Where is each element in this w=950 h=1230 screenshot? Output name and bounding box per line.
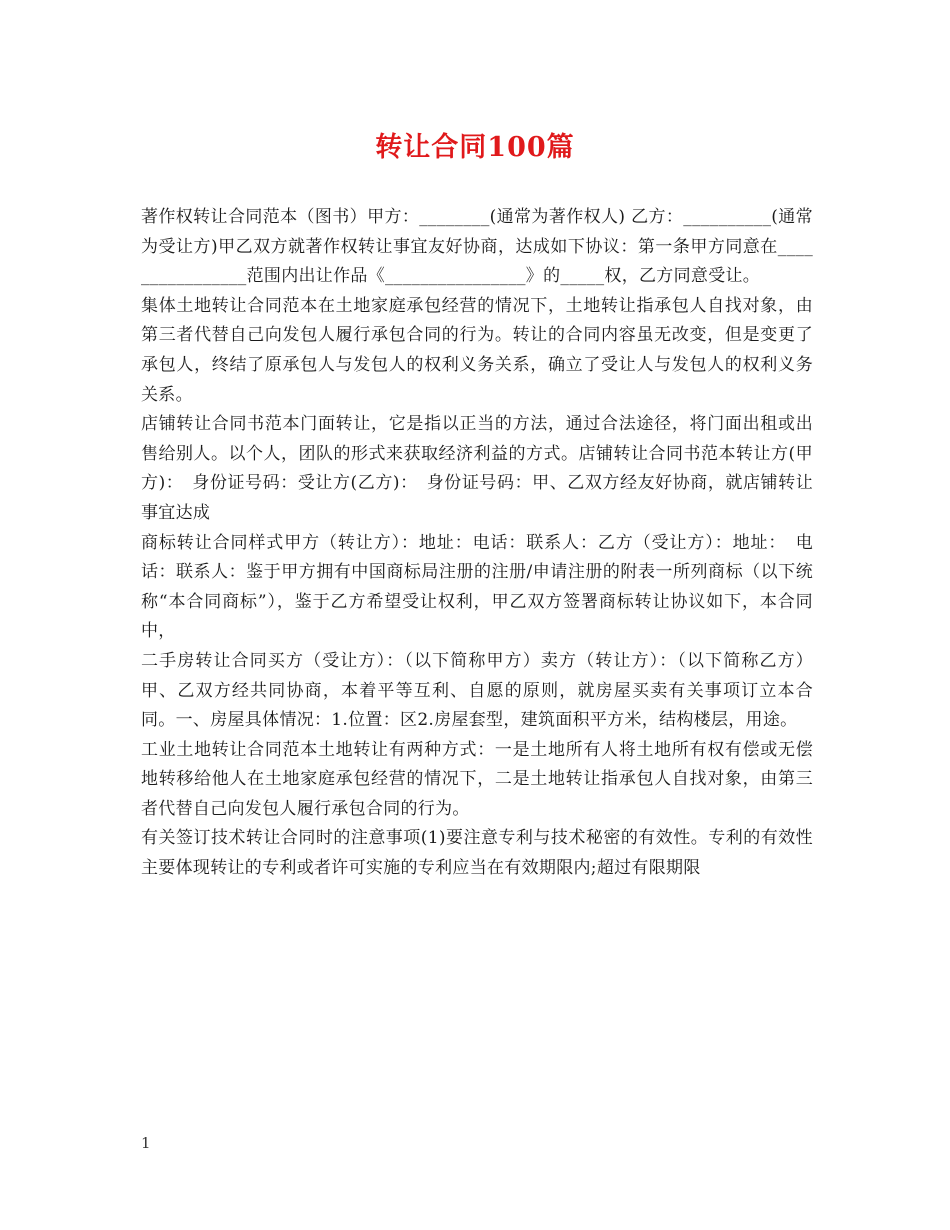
document-title: 转让合同100篇	[375, 132, 575, 163]
document-body	[141, 203, 813, 884]
paragraph-technology-transfer: 有关签订技术转让合同时的注意事项(1)要注意专利与技术秘密的有效性。专利的有效性主要体现转让的专利或者许可实施的专利应当在有效期限内;超过有限期限	[141, 828, 813, 879]
paragraph-collective-land-transfer: 集体土地转让合同范本在土地家庭承包经营的情况下，土地转让指承包人自找对象，由第三者代替自己向发包人履行承包合同的行为。转让的合同内容虽无改变，但是变更了承包人，终结了原承包人与发包人的权利义务关系，确立了受让人与发包人的权利义务关系。	[141, 295, 813, 405]
paragraph-second-hand-house: 二手房转让合同买方（受让方）：（以下简称甲方）卖方（转让方）：（以下简称乙方）甲、乙双方经共同协商，本着平等互利、自愿的原则，就房屋买卖有关事项订立本合同。一、房屋具体情况：1.位置：区2.房屋套型，建筑面积平方米，结构楼层，用途。	[141, 650, 813, 731]
page-number: 1	[141, 1134, 151, 1152]
paragraph-industrial-land: 工业土地转让合同范本土地转让有两种方式：一是土地所有人将土地所有权有偿或无偿地转移给他人在土地家庭承包经营的情况下，二是土地转让指承包人自找对象，由第三者代替自己向发包人履行承包合同的行为。	[141, 739, 813, 819]
paragraph-trademark-transfer: 商标转让合同样式甲方（转让方）：地址：电话：联系人：乙方（受让方）：地址： 电话：联系人：鉴于甲方拥有中国商标局注册的注册/申请注册的附表一所列商标（以下统称“本合同商标”），鉴于乙方希望受让权利，甲乙双方签署商标转让协议如下，本合同中，	[141, 532, 813, 642]
paragraph-shop-transfer: 店铺转让合同书范本门面转让，它是指以正当的方法，通过合法途径，将门面出租或出售给别人。以个人，团队的形式来获取经济利益的方式。店铺转让合同书范本转让方(甲方)： 身份证号码：受让方(乙方)： 身份证号码：甲、乙双方经友好协商，就店铺转让事宜达成	[141, 414, 813, 523]
paragraph-copyright-transfer: 著作权转让合同范本（图书）甲方：________(通常为著作权人) 乙方：__________(通常为受让方)甲乙双方就著作权转让事宜友好协商，达成如下协议：第一条甲方同意在________________范围内出让作品《________________》的_____权，乙方同意受让。	[141, 207, 813, 287]
